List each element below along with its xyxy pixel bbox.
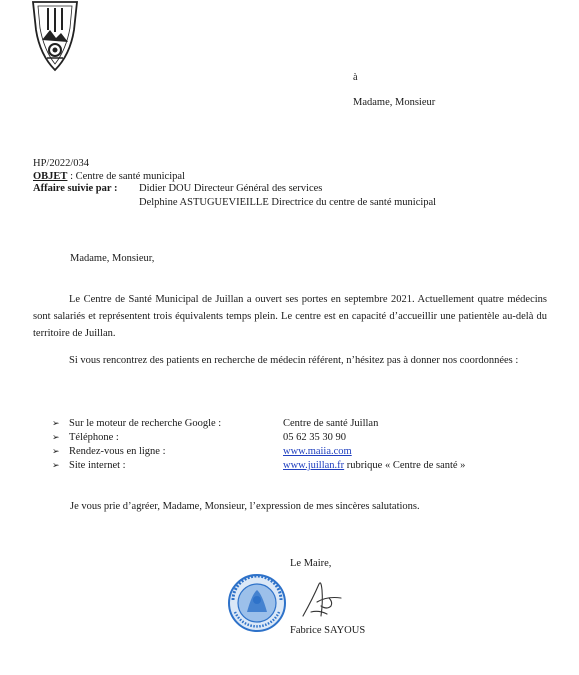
- contact-label: Sur le moteur de recherche Google :: [69, 418, 222, 429]
- contact-label: Téléphone :: [69, 432, 119, 443]
- signatory-name: Fabrice SAYOUS: [290, 625, 366, 636]
- contact-row-phone: [52, 431, 119, 444]
- arrow-bullet-icon: ➢: [52, 447, 60, 457]
- affaire-line-1: Didier DOU Directeur Général des services: [139, 183, 323, 194]
- contact-row-website: [52, 459, 126, 472]
- contact-phone-value: 05 62 35 30 90: [283, 432, 346, 443]
- recipient-name: Madame, Monsieur: [353, 97, 436, 108]
- municipal-logo: [30, 0, 80, 72]
- maiia-link[interactable]: www.maiia.com: [283, 446, 352, 457]
- contact-value: Centre de santé Juillan: [283, 418, 379, 429]
- body-paragraph-1: Le Centre de Santé Municipal de Juillan a ouvert ses portes en septembre 2021. Actuellement quatre médecins sont salariés et représentent trois équivalents temps plein. Le centre est en capacité d’accueillir une patientèle au-delà du territoire de Juillan.: [33, 294, 547, 339]
- signature-title: Le Maire,: [290, 558, 332, 569]
- official-stamp: [222, 572, 292, 634]
- subject-value: Centre de santé municipal: [75, 171, 185, 182]
- website-value: [283, 459, 465, 473]
- arrow-bullet-icon: ➢: [52, 433, 60, 443]
- closing-formula: Je vous prie d’agréer, Madame, Monsieur, l’expression de mes sincères salutations.: [70, 501, 420, 512]
- website-suffix: rubrique « Centre de santé »: [344, 460, 466, 471]
- affaire-label: Affaire suivie par :: [33, 183, 118, 194]
- salutation: Madame, Monsieur,: [70, 253, 155, 264]
- subject-label: OBJET: [33, 171, 68, 182]
- recipient-prefix: à: [353, 72, 358, 83]
- contact-label: Site internet :: [69, 460, 126, 471]
- body-paragraph-2: Si vous rencontrez des patients en recherche de médecin référent, n’hésitez pas à donner nos coordonnées :: [69, 355, 519, 366]
- juillan-link[interactable]: www.juillan.fr: [283, 460, 345, 471]
- arrow-bullet-icon: ➢: [52, 461, 60, 471]
- handwritten-signature: [297, 576, 345, 620]
- arrow-bullet-icon: ➢: [52, 419, 60, 429]
- contact-row-booking: [52, 445, 166, 458]
- contact-row-google: [52, 417, 221, 430]
- contact-label: Rendez-vous en ligne :: [69, 446, 166, 457]
- reference-number: HP/2022/034: [33, 158, 90, 169]
- affaire-line-2: Delphine ASTUGUEVIEILLE Directrice du centre de santé municipal: [139, 197, 437, 208]
- subject-separator: :: [67, 171, 76, 182]
